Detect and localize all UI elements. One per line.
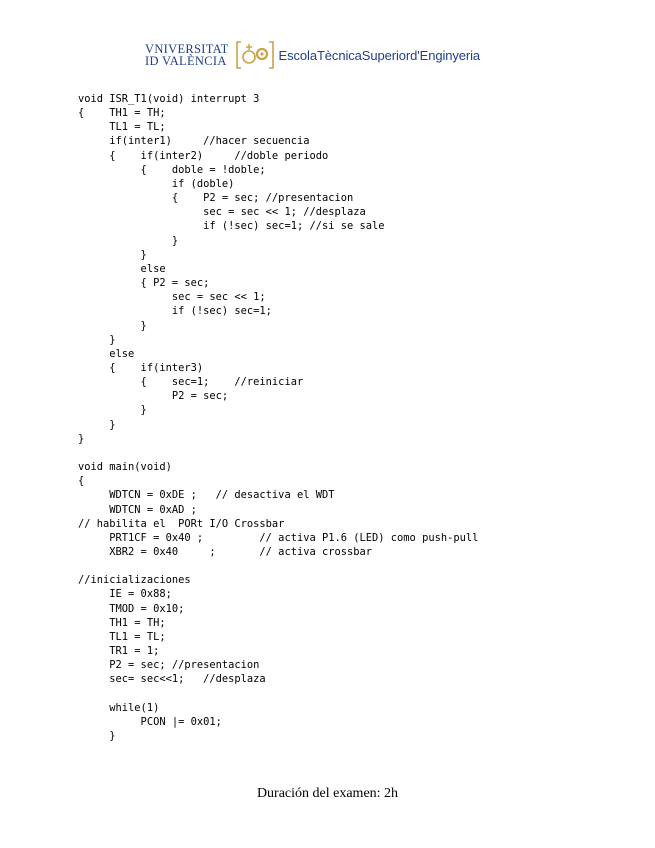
code-line: IE = 0x88;: [78, 588, 172, 601]
code-line: }: [78, 333, 116, 346]
code-line: { P2 = sec; //presentacion: [78, 192, 354, 205]
code-line: }: [78, 319, 147, 332]
code-line: TH1 = TH;: [78, 616, 166, 629]
code-line: [78, 559, 478, 573]
code-line: // habilita el PORt I/O Crossbar: [78, 517, 285, 530]
code-line: TR1 = 1;: [78, 645, 160, 658]
code-line: else: [78, 347, 135, 360]
code-line: P2 = sec; //presentacion: [78, 659, 260, 672]
code-line: WDTCN = 0xAD ;: [78, 503, 197, 516]
code-line: { doble = !doble;: [78, 163, 266, 176]
code-line: if (!sec) sec=1; //si se sale: [78, 220, 385, 233]
school-name: EscolaTècnicaSuperiord'Enginyeria: [278, 47, 481, 63]
code-line: }: [78, 404, 147, 417]
code-line: }: [78, 234, 179, 247]
header-logo: [145, 38, 480, 72]
code-line: }: [78, 432, 85, 445]
code-line: else: [78, 262, 166, 275]
code-line: WDTCN = 0xDE ; // desactiva el WDT: [78, 489, 335, 502]
code-line: while(1): [78, 701, 160, 714]
code-line: sec = sec << 1;: [78, 291, 266, 304]
code-line: {: [78, 475, 85, 488]
code-line: { P2 = sec;: [78, 277, 210, 290]
code-line: XBR2 = 0x40 ; // activa crossbar: [78, 546, 373, 558]
code-line: void ISR_T1(void) interrupt 3: [78, 93, 260, 105]
code-line: { if(inter3): [78, 361, 204, 374]
code-line: if(inter1) //hacer secuencia: [78, 135, 310, 148]
code-line: sec = sec << 1; //desplaza: [78, 206, 366, 219]
code-line: { if(inter2) //doble periodo: [78, 149, 329, 162]
code-line: PRT1CF = 0x40 ; // activa P1.6 (LED) como push-pull: [78, 531, 479, 544]
code-line: if (!sec) sec=1;: [78, 305, 272, 318]
code-line: PCON |= 0x01;: [78, 715, 222, 728]
code-line: TL1 = TL;: [78, 630, 166, 643]
code-line: }: [78, 730, 116, 743]
code-line: void main(void): [78, 461, 172, 474]
code-line: TMOD = 0x10;: [78, 602, 185, 615]
university-name: [145, 43, 229, 67]
code-line: //inicializaciones: [78, 574, 191, 587]
exam-duration: Duración del examen: 2h: [256, 786, 399, 801]
code-line: [78, 687, 478, 701]
code-line: { TH1 = TH;: [78, 107, 166, 120]
code-line: [78, 446, 478, 460]
university-name-line1: VNIVERSITAT: [145, 42, 229, 56]
code-line: if (doble): [78, 177, 235, 190]
code-line: }: [78, 248, 147, 261]
code-line: P2 = sec;: [78, 390, 229, 403]
code-line: { sec=1; //reiniciar: [78, 376, 304, 389]
university-name-line2: ID VALÈNCIA: [145, 54, 227, 68]
university-seal-icon: [235, 40, 275, 70]
code-line: TL1 = TL;: [78, 121, 166, 134]
code-listing: [78, 92, 478, 743]
code-line: }: [78, 418, 116, 431]
code-line: sec= sec<<1; //desplaza: [78, 673, 266, 686]
